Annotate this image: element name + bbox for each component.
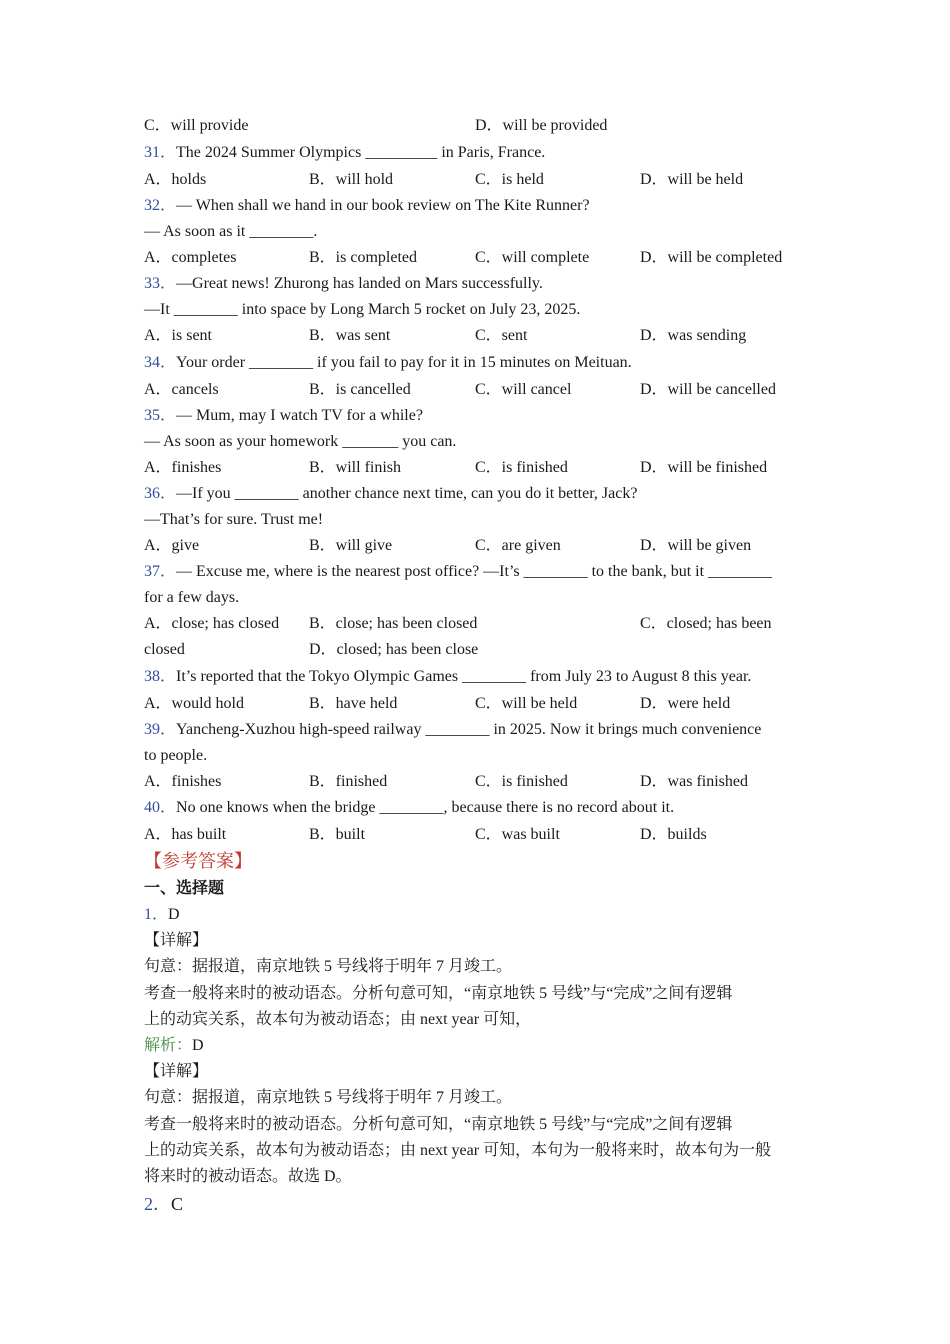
question-text: No one knows when the bridge ________, because there is no record about it. [176,799,675,816]
question-number: 36． [144,485,177,502]
question-number: 31． [144,144,177,161]
q31-option-d: D．will be held [640,171,744,188]
detail-label: 【详解】 [144,932,209,949]
question-text: — Excuse me, where is the nearest post office? —It’s ________ to the bank, but it ________ [176,563,773,580]
q32-option-a: A．completes [144,249,237,266]
q39-line2: to people. [144,747,208,764]
analysis-line: 上的动宾关系，故本句为被动语态；由 next year 可知， [144,1011,532,1028]
q32-line2: — As soon as it ________. [144,223,318,240]
q36-option-c: C．are given [475,537,561,554]
jiexi-label: 解析： [144,1037,193,1054]
sentence-meaning: 句意：据报道，南京地铁 5 号线将于明年 7 月竣工。 [144,1089,513,1106]
q37-option-b: B．close; has been closed [309,615,478,632]
question-text: — Mum, may I watch TV for a while? [176,407,423,424]
detail-label: 【详解】 [144,1063,209,1080]
q34-option-a: A．cancels [144,381,219,398]
q35-option-d: D．will be finished [640,459,768,476]
question-34 [144,353,632,373]
q35-option-c: C．is finished [475,459,568,476]
question-number: 33． [144,275,177,292]
analysis-line: 将来时的被动语态。故选 D。 [144,1168,352,1185]
q38-option-b: B．have held [309,695,398,712]
question-number: 32． [144,197,177,214]
question-39 [144,720,761,740]
answer-value: C [171,1194,184,1214]
answer-1 [144,905,180,925]
question-text: It’s reported that the Tokyo Olympic Games ________ from July 23 to August 8 this year. [176,668,752,685]
q38-option-c: C．will be held [475,695,578,712]
question-40 [144,798,674,818]
answer-key-heading: 【参考答案】 [144,851,252,871]
section-heading: 一、选择题 [144,880,225,897]
question-text: Yancheng-Xuzhou high-speed railway ________ in 2025. Now it brings much convenience [176,721,762,738]
q33-line2: —It ________ into space by Long March 5 rocket on July 23, 2025. [144,301,581,318]
q38-option-a: A．would hold [144,695,245,712]
q39-option-b: B．finished [309,773,388,790]
q36-option-d: D．will be given [640,537,752,554]
question-37 [144,562,772,582]
question-number: 34． [144,354,177,371]
q32-option-d: D．will be completed [640,249,783,266]
question-38 [144,667,751,687]
q35-option-b: B．will finish [309,459,402,476]
q39-option-c: C．is finished [475,773,568,790]
q40-option-a: A．has built [144,826,227,843]
jiexi-line [144,1036,204,1056]
q35-option-a: A．finishes [144,459,222,476]
q37-option-c-continued: closed [144,641,185,658]
question-33 [144,274,543,294]
answer-value: D [168,906,180,923]
q31-option-c: C．is held [475,171,544,188]
q39-option-d: D．was finished [640,773,748,790]
question-31 [144,143,545,163]
question-number: 39． [144,721,177,738]
question-text: —If you ________ another chance next time, can you do it better, Jack? [176,485,638,502]
q31-option-a: A．holds [144,171,207,188]
q36-option-b: B．will give [309,537,393,554]
q33-option-b: B．was sent [309,327,391,344]
q37-option-d: D．closed; has been close [309,641,479,658]
q37-line2: for a few days. [144,589,240,606]
q36-option-a: A．give [144,537,200,554]
q36-line2: —That’s for sure. Trust me! [144,511,324,528]
q34-option-b: B．is cancelled [309,381,411,398]
answer-number: 1． [144,906,169,923]
q33-option-a: A．is sent [144,327,213,344]
analysis-line: 考查一般将来时的被动语态。分析句意可知，“南京地铁 5 号线”与“完成”之间有逻辑 [144,985,733,1002]
q30-option-d: D．will be provided [475,117,608,134]
q32-option-b: B．is completed [309,249,417,266]
q30-option-c: C．will provide [144,117,249,134]
answer-2 [144,1194,183,1214]
question-text: Your order ________ if you fail to pay for it in 15 minutes on Meituan. [176,354,632,371]
q34-option-c: C．will cancel [475,381,572,398]
question-number: 35． [144,407,177,424]
q31-option-b: B．will hold [309,171,394,188]
question-35 [144,406,423,426]
q33-option-c: C．sent [475,327,528,344]
question-number: 38． [144,668,177,685]
q40-option-d: D．builds [640,826,707,843]
q33-option-d: D．was sending [640,327,747,344]
question-text: — When shall we hand in our book review on The Kite Runner? [176,197,590,214]
jiexi-value: D [192,1037,204,1054]
sentence-meaning: 句意：据报道，南京地铁 5 号线将于明年 7 月竣工。 [144,958,513,975]
q40-option-c: C．was built [475,826,560,843]
question-text: The 2024 Summer Olympics _________ in Paris, France. [176,144,546,161]
question-number: 37． [144,563,177,580]
question-32 [144,196,590,216]
question-36 [144,484,637,504]
question-text: —Great news! Zhurong has landed on Mars successfully. [176,275,543,292]
q40-option-b: B．built [309,826,366,843]
q37-option-c: C．closed; has been [640,615,772,632]
question-number: 40． [144,799,177,816]
q39-option-a: A．finishes [144,773,222,790]
analysis-line: 上的动宾关系，故本句为被动语态；由 next year 可知，本句为一般将来时，故本句为一般 [144,1142,772,1159]
q32-option-c: C．will complete [475,249,590,266]
q37-option-a: A．close; has closed [144,615,280,632]
q34-option-d: D．will be cancelled [640,381,776,398]
answer-number: 2． [144,1194,171,1214]
q38-option-d: D．were held [640,695,731,712]
analysis-line: 考查一般将来时的被动语态。分析句意可知，“南京地铁 5 号线”与“完成”之间有逻辑 [144,1116,733,1133]
q35-line2: — As soon as your homework _______ you can. [144,433,457,450]
